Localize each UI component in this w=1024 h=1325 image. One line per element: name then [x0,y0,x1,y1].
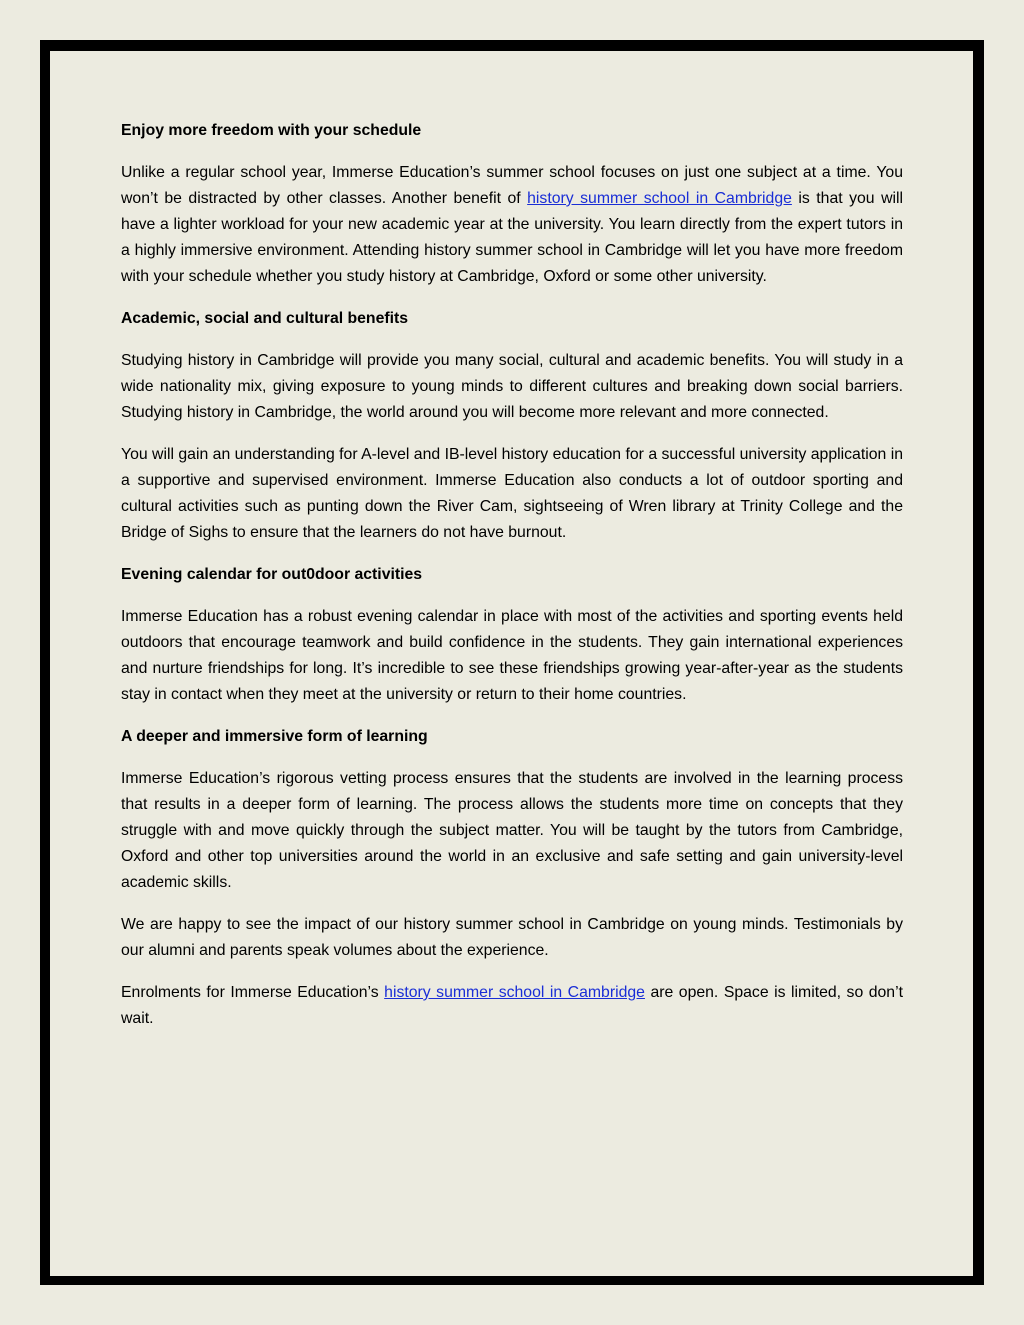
heading-freedom-schedule: Enjoy more freedom with your schedule [121,122,422,139]
paragraph-freedom-schedule [121,160,903,290]
paragraph-text: is that you will have a lighter workload for your new academic year at the university. You learn directly from the expert tutors in a highly immersive environment. Attending history summer school in Cambridge will let you have more freedom with your schedule whether you study history at Cambridge, Oxford or some other university. [121,190,904,285]
paragraph-testimonial: We are happy to see the impact of our history summer school in Cambridge on young minds. Testimonials by our alumni and parents speak volumes about the experience. [121,916,903,959]
paragraph-immersive-learning: Immerse Education’s rigorous vetting process ensures that the students are involved in the learning process that results in a deeper form of learning. The process allows the students more time on concepts that they struggle with and move quickly through the subject matter. You will be taught by the tutors from Cambridge, Oxford and other top universities around the world in an exclusive and safe setting and gain university-level academic skills. [121,770,903,891]
heading-evening-calendar: Evening calendar for out0door activities [121,566,423,583]
paragraph-text: are open. Space is limited, so don’t wait. [121,984,903,1027]
heading-benefits: Academic, social and cultural benefits [121,310,409,327]
history-summer-school-link[interactable]: history summer school in Cambridge [384,984,645,1001]
paragraph-text: Enrolments for Immerse Education’s [121,984,385,1001]
paragraph-benefits-1: Studying history in Cambridge will provide you many social, cultural and academic benefits. You will study in a wide nationality mix, giving exposure to young minds to different cultures and breaking down social barriers. Studying history in Cambridge, the world around you will become more relevant and more connected. [121,352,903,421]
history-summer-school-link[interactable]: history summer school in Cambridge [527,190,792,207]
paragraph-enrolment [121,980,903,1032]
paragraph-evening-calendar: Immerse Education has a robust evening calendar in place with most of the activities and sporting events held outdoors that encourage teamwork and build confidence in the students. They gain international experiences and nurture friendships for long. It’s incredible to see these friendships growing year-after-year as the students stay in contact when they meet at the university or return to their home countries. [121,608,903,703]
paragraph-text: Unlike a regular school year, Immerse Education’s summer school focuses on just one subject at a time. You won’t be distracted by other classes. Another benefit of [121,164,903,207]
document-body [121,118,903,1048]
paragraph-benefits-2: You will gain an understanding for A-level and IB-level history education for a successful university application in a supportive and supervised environment. Immerse Education also conducts a lot of outdoor sporting and cultural activities such as punting down the River Cam, sightseeing of Wren library at Trinity College and the Bridge of Sighs to ensure that the learners do not have burnout. [121,446,903,541]
heading-immersive-learning: A deeper and immersive form of learning [121,728,428,745]
